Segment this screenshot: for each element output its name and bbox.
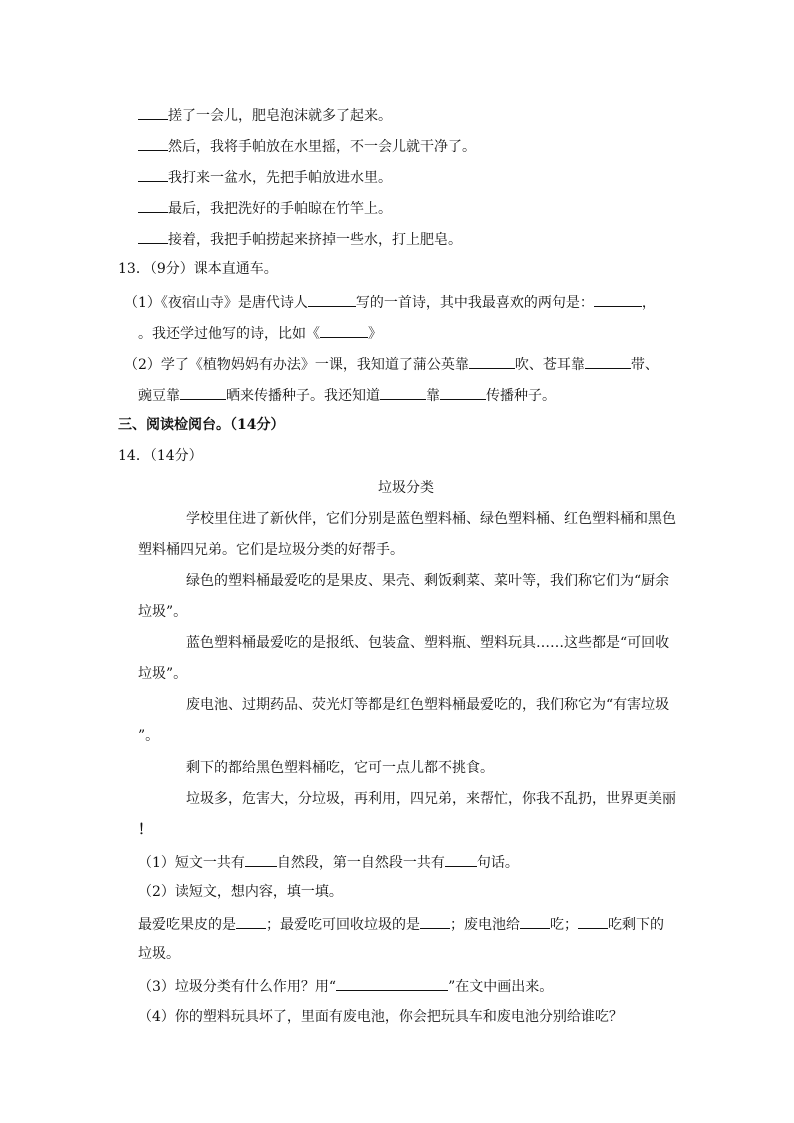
question-14-heading: 14．（14分） <box>118 448 203 464</box>
ordering-text: 接着，我把手帕捞起来挤掉一些水，打上肥皂。 <box>168 232 462 248</box>
answer-blank[interactable] <box>594 291 642 307</box>
question-13-part-1: （1）《夜宿山寺》是唐代诗人 写的一首诗，其中我最喜欢的两句是： ， <box>124 291 656 313</box>
answer-blank[interactable] <box>138 166 168 182</box>
passage-paragraph-4-cont: ”。 <box>138 728 160 744</box>
question-13-part-2-cont: 豌豆靠 晒来传播种子。我还知道 靠 传播种子。 <box>138 384 556 406</box>
answer-blank[interactable] <box>445 851 477 867</box>
subquestion-1: （1）短文一共有 自然段，第一自然段一共有 句话。 <box>138 851 519 873</box>
answer-blank[interactable] <box>138 228 168 244</box>
passage-paragraph-2-cont: 垃圾”。 <box>138 604 188 620</box>
subquestion-2-fill: 最爱吃果皮的是 ；最爱吃可回收垃圾的是 ；废电池给 吃； 吃剩下的 <box>138 913 664 935</box>
passage-title: 垃圾分类 <box>378 480 434 496</box>
answer-blank[interactable] <box>520 913 550 929</box>
question-13-part-2: （2）学了《植物妈妈有办法》一课，我知道了蒲公英靠 吹、苍耳靠 带、 <box>124 353 659 375</box>
ordering-item <box>138 228 462 250</box>
answer-blank[interactable] <box>469 353 515 369</box>
answer-blank[interactable] <box>320 322 368 338</box>
answer-blank[interactable] <box>380 384 426 400</box>
passage-paragraph-6-cont: ！ <box>138 822 152 838</box>
subquestion-2: （2）读短文，想内容，填一填。 <box>138 884 343 900</box>
ordering-text: 我打来一盆水，先把手帕放进水里。 <box>168 170 392 186</box>
ordering-item <box>138 166 392 188</box>
question-13-part-1-cont: 。我还学过他写的诗，比如《 》 <box>138 322 382 344</box>
ordering-item <box>138 104 392 126</box>
passage-paragraph-6: 垃圾多，危害大，分垃圾，再利用，四兄弟，来帮忙，你我不乱扔，世界更美丽 <box>186 791 676 807</box>
subquestion-2-fill-cont: 垃圾。 <box>138 946 180 962</box>
answer-blank[interactable] <box>138 197 168 213</box>
answer-blank[interactable] <box>180 384 226 400</box>
ordering-text: 搓了一会儿，肥皂泡沫就多了起来。 <box>168 108 392 124</box>
subquestion-4: （4）你的塑料玩具坏了，里面有废电池，你会把玩具车和废电池分别给谁吃？ <box>138 1009 623 1025</box>
passage-paragraph-5: 剩下的都给黑色塑料桶吃，它可一点儿都不挑食。 <box>186 760 494 776</box>
subquestion-3: （3）垃圾分类有什么作用？用“ ”在文中画出来。 <box>138 975 553 997</box>
section-3-heading: 三、阅读检阅台。（14分） <box>118 417 285 433</box>
answer-blank[interactable] <box>236 913 266 929</box>
answer-blank[interactable] <box>585 353 631 369</box>
answer-blank[interactable] <box>138 135 168 151</box>
answer-blank[interactable] <box>245 851 277 867</box>
underline-mark-sample <box>336 975 448 991</box>
answer-blank[interactable] <box>420 913 450 929</box>
ordering-text: 最后，我把洗好的手帕晾在竹竿上。 <box>168 201 392 217</box>
answer-blank[interactable] <box>578 913 608 929</box>
answer-blank[interactable] <box>308 291 356 307</box>
ordering-text: 然后，我将手帕放在水里摇，不一会儿就干净了。 <box>168 139 476 155</box>
answer-blank[interactable] <box>440 384 486 400</box>
passage-paragraph-1: 学校里住进了新伙伴，它们分别是蓝色塑料桶、绿色塑料桶、红色塑料桶和黑色 <box>186 511 676 527</box>
passage-paragraph-2: 绿色的塑料桶最爱吃的是果皮、果壳、剩饭剩菜、菜叶等，我们称它们为“厨余 <box>186 573 670 589</box>
answer-blank[interactable] <box>138 104 168 120</box>
ordering-item <box>138 197 392 219</box>
passage-paragraph-4: 废电池、过期药品、荧光灯等都是红色塑料桶最爱吃的，我们称它为“有害垃圾 <box>186 697 670 713</box>
passage-paragraph-3: 蓝色塑料桶最爱吃的是报纸、包装盒、塑料瓶、塑料玩具……这些都是“可回收 <box>186 635 670 651</box>
passage-paragraph-3-cont: 垃圾”。 <box>138 666 188 682</box>
question-13-heading: 13．（9分）课本直通车。 <box>118 261 278 277</box>
ordering-item <box>138 135 476 157</box>
passage-paragraph-1-cont: 塑料桶四兄弟。它们是垃圾分类的好帮手。 <box>138 542 404 558</box>
